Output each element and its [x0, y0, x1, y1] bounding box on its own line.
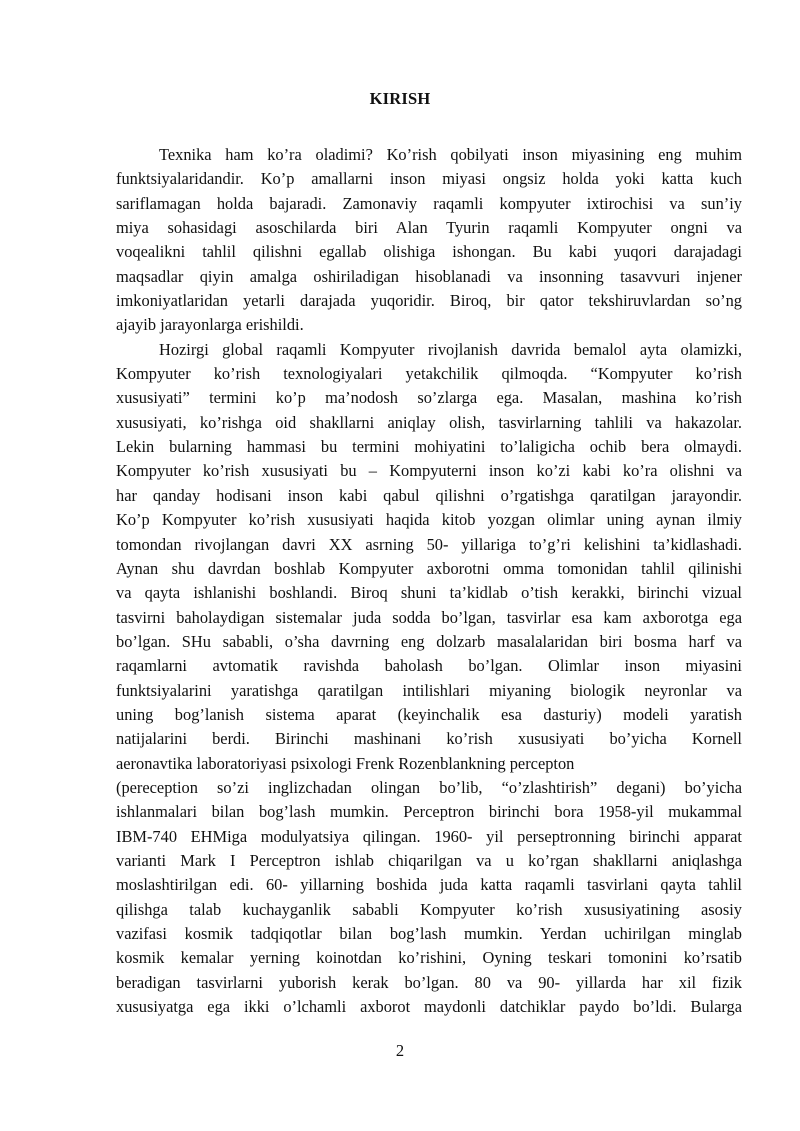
- text-line: ishlanmalari bilan bog’lash mumkin. Perceptron birinchi bora 1958-yil mukammal: [116, 802, 742, 822]
- text-line: ajayib jarayonlarga erishildi.: [116, 315, 304, 335]
- page-title: KIRISH: [369, 89, 431, 108]
- text-line: Aynan shu davrdan boshlab Kompyuter axborotni omma tomonidan tahlil qilinishi: [116, 558, 742, 578]
- text-line: tasvirni baholaydigan sistemalar juda sodda bo’lgan, tasvirlar esa kam axborotga ega: [116, 607, 742, 627]
- text-line: natijalarini berdi. Birinchi mashinani ko’rish xususiyati bo’yicha Kornell: [116, 729, 742, 749]
- text-line: sariflamagan holda bajaradi. Zamonaviy raqamli kompyuter ixtirochisi va sun’iy: [116, 193, 742, 213]
- text-line: Hozirgi global raqamli Kompyuter rivojlanish davrida bemalol ayta olamizki,: [159, 339, 742, 359]
- text-line: va qayta ishlanishi boshlandi. Biroq shuni ta’kidlab o’tish kerakki, birinchi vizual: [116, 583, 742, 603]
- text-line: xususiyati” termini ko’p ma’nodosh so’zlarga ega. Masalan, mashina ko’rish: [116, 388, 742, 408]
- text-line: Kompyuter ko’rish texnologiyalari yetakchilik qilmoqda. “Kompyuter ko’rish: [116, 364, 742, 384]
- text-line: raqamlarni avtomatik ravishda baholash bo’lgan. Olimlar inson miyasini: [116, 656, 742, 676]
- text-line: vazifasi kosmik tadqiqotlar bilan bog’lash mumkin. Yerdan uchirilgan minglab: [116, 924, 742, 943]
- text-line: varianti Mark I Perceptron ishlab chiqarilgan va u ko’rgan shakllarni aniqlashga: [116, 850, 742, 870]
- text-line: Kompyuter ko’rish xususiyati bu – Kompyuterni inson ko’zi kabi ko’ra olishni va: [116, 461, 742, 481]
- text-line: funktsiyalarini yaratishga qaratilgan intilishlari miyaning biologik neyronlar va: [116, 680, 742, 700]
- text-line: moslashtirilgan edi. 60- yillarning boshida juda katta raqamli tasvirlani qayta tahlil: [116, 875, 742, 895]
- text-line: aeronavtika laboratoriyasi psixologi Frenk Rozenblankning percepton: [116, 753, 575, 773]
- text-line: (pereception so’zi inglizchadan olingan bo’lib, “o’zlashtirish” degani) bo’yicha: [116, 777, 742, 797]
- text-line: beradigan tasvirlarni yuborish kerak bo’lgan. 80 va 90- yillarda har xil fizik: [116, 972, 742, 992]
- text-line: uning bog’lanish sistema aparat (keyinchalik esa dasturiy) modeli yaratish: [116, 704, 742, 724]
- text-line: Lekin bularning hammasi bu termini mohiyatini to’laligicha ochib bera olmaydi.: [116, 437, 742, 457]
- text-line: bo’lgan. SHu sababli, o’sha davrning eng dolzarb masalalaridan biri bosma harf va: [116, 631, 742, 651]
- text-line: miya sohasidagi asoschilarda biri Alan Tyurin raqamli Kompyuter ongni va: [116, 218, 742, 238]
- text-line: Texnika ham ko’ra oladimi? Ko’rish qobilyati inson miyasining eng muhim: [159, 145, 742, 164]
- text-line: xususiyatga ega ikki o’lchamli axborot maydonli datchiklar paydo bo’ldi. Bularga: [116, 997, 742, 1017]
- text-line: tomondan rivojlangan davri XX asrning 50- yillariga to’g’ri kelishini ta’kidlashadi.: [116, 534, 742, 554]
- text-line: Ko’p Kompyuter ko’rish xususiyati haqida kitob yozgan olimlar uning aynan ilmiy: [116, 510, 742, 530]
- text-line: xususiyati, ko’rishga oid shakllarni aniqlay olish, tasvirlarning tahlili va hakazolar.: [116, 412, 742, 432]
- text-line: voqealikni tahlil qilishni egallab olishiga ishongan. Bu kabi yuqori darajadagi: [116, 242, 742, 262]
- body-text: [116, 143, 742, 1019]
- text-line: maqsadlar qiyin amalga oshiriladigan hisoblanadi va insonning tasavvuri injener: [116, 266, 742, 286]
- text-line: IBM-740 EHMiga modulyatsiya qilingan. 1960- yil perseptronning birinchi apparat: [116, 826, 742, 846]
- text-line: imkoniyatlaridan yetarli darajada yuqoridir. Biroq, bir qator tekshiruvlardan so’ng: [116, 291, 742, 311]
- page-number: 2: [395, 1041, 405, 1060]
- text-line: funktsiyalaridandir. Ko’p amallarni inson miyasi ongsiz holda yoki katta kuch: [116, 169, 742, 189]
- text-line: har qanday hodisani inson kabi qabul qilishni o’rgatishga qaratilgan jarayondir.: [116, 485, 742, 505]
- text-line: kosmik kemalar yerning koinotdan ko’rishini, Oyning teskari tomonini ko’rsatib: [116, 948, 742, 968]
- text-line: qilishga talab kuchayganlik sababli Kompyuter ko’rish xususiyatining asosiy: [116, 899, 742, 919]
